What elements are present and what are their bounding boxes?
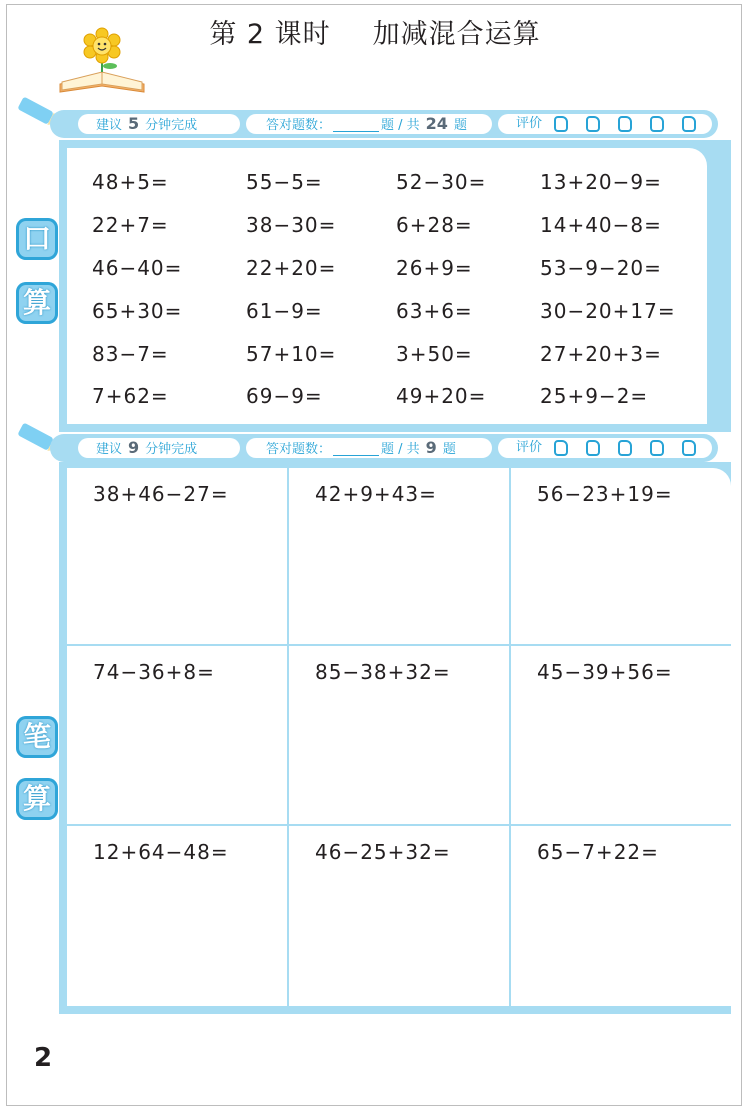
written-cell[interactable] — [289, 468, 511, 646]
written-problem: 12+64−48= — [93, 840, 229, 864]
oral-problem: 22+7= — [92, 213, 169, 237]
thumb-icon[interactable] — [650, 116, 664, 132]
written-problem: 46−25+32= — [315, 840, 451, 864]
oral-problem: 65+30= — [92, 299, 183, 323]
thumb-icon[interactable] — [586, 116, 600, 132]
oral-box — [59, 140, 731, 432]
written-problem: 56−23+19= — [537, 482, 673, 506]
oral-problem: 69−9= — [246, 384, 323, 408]
suggest-minutes: 5 — [128, 114, 140, 133]
written-rating-pill — [498, 438, 712, 458]
total-count: 9 — [425, 438, 437, 457]
oral-problem: 22+20= — [246, 256, 337, 280]
page-number: 2 — [34, 1043, 53, 1073]
total-prefix: 题 / 共 — [381, 442, 420, 457]
oral-header-bar — [50, 110, 718, 138]
written-problem: 45−39+56= — [537, 660, 673, 684]
thumb-icon[interactable] — [554, 440, 568, 456]
oral-problem: 13+20−9= — [540, 170, 662, 194]
oral-problem: 6+28= — [396, 213, 473, 237]
oral-problem: 48+5= — [92, 170, 169, 194]
oral-problem: 25+9−2= — [540, 384, 649, 408]
side-label-written-2: 算 — [16, 778, 58, 820]
oral-problem: 63+6= — [396, 299, 473, 323]
rating-label: 评价 — [516, 116, 543, 131]
written-cell[interactable] — [511, 468, 731, 646]
side-label-oral-1: 口 — [16, 218, 58, 260]
lesson-topic: 加减混合运算 — [372, 19, 541, 50]
suggest-label: 建议 — [96, 118, 123, 133]
answer-blank[interactable] — [333, 119, 379, 132]
written-problem: 74−36+8= — [93, 660, 215, 684]
oral-problem: 3+50= — [396, 342, 473, 366]
oral-problem: 27+20+3= — [540, 342, 662, 366]
minutes-suffix: 分钟完成 — [145, 442, 198, 457]
thumb-icon[interactable] — [618, 440, 632, 456]
total-count: 24 — [425, 114, 448, 133]
suggest-minutes: 9 — [128, 438, 140, 457]
oral-problem: 46−40= — [92, 256, 183, 280]
suggest-label: 建议 — [96, 442, 123, 457]
rating-label: 评价 — [516, 440, 543, 455]
oral-problem: 30−20+17= — [540, 299, 676, 323]
correct-label: 答对题数： — [266, 442, 332, 457]
oral-rating-pill — [498, 114, 712, 134]
written-cell[interactable] — [511, 826, 731, 1006]
thumb-icon[interactable] — [586, 440, 600, 456]
written-header-bar — [50, 434, 718, 462]
page-title — [0, 12, 750, 51]
thumb-icon[interactable] — [682, 116, 696, 132]
oral-problem: 57+10= — [246, 342, 337, 366]
side-label-oral-2: 算 — [16, 282, 58, 324]
total-suffix: 题 — [453, 118, 467, 133]
oral-problem: 83−7= — [92, 342, 169, 366]
written-problem: 85−38+32= — [315, 660, 451, 684]
oral-score-pill — [246, 114, 492, 134]
written-problem: 42+9+43= — [315, 482, 437, 506]
side-label-written-1: 笔 — [16, 716, 58, 758]
written-problem: 65−7+22= — [537, 840, 659, 864]
oral-time-pill — [78, 114, 240, 134]
written-box — [59, 462, 731, 1014]
oral-problem: 14+40−8= — [540, 213, 662, 237]
written-cell[interactable] — [289, 826, 511, 1006]
oral-problem: 7+62= — [92, 384, 169, 408]
oral-problem: 55−5= — [246, 170, 323, 194]
thumb-icon[interactable] — [618, 116, 632, 132]
written-cell[interactable] — [67, 468, 289, 646]
thumb-icon[interactable] — [650, 440, 664, 456]
oral-problem: 52−30= — [396, 170, 487, 194]
oral-problem: 49+20= — [396, 384, 487, 408]
written-cell[interactable] — [289, 646, 511, 826]
lesson-number: 第 2 课时 — [209, 19, 331, 50]
written-time-pill — [78, 438, 240, 458]
minutes-suffix: 分钟完成 — [145, 118, 198, 133]
oral-problem: 61−9= — [246, 299, 323, 323]
thumb-icon[interactable] — [554, 116, 568, 132]
written-cell[interactable] — [67, 826, 289, 1006]
total-suffix: 题 — [442, 442, 456, 457]
written-problem: 38+46−27= — [93, 482, 229, 506]
written-cell[interactable] — [67, 646, 289, 826]
correct-label: 答对题数： — [266, 118, 332, 133]
oral-problem: 38−30= — [246, 213, 337, 237]
oral-problem: 53−9−20= — [540, 256, 662, 280]
written-score-pill — [246, 438, 492, 458]
thumb-icon[interactable] — [682, 440, 696, 456]
answer-blank[interactable] — [333, 443, 379, 456]
oral-problem: 26+9= — [396, 256, 473, 280]
total-prefix: 题 / 共 — [381, 118, 420, 133]
written-cell[interactable] — [511, 646, 731, 826]
